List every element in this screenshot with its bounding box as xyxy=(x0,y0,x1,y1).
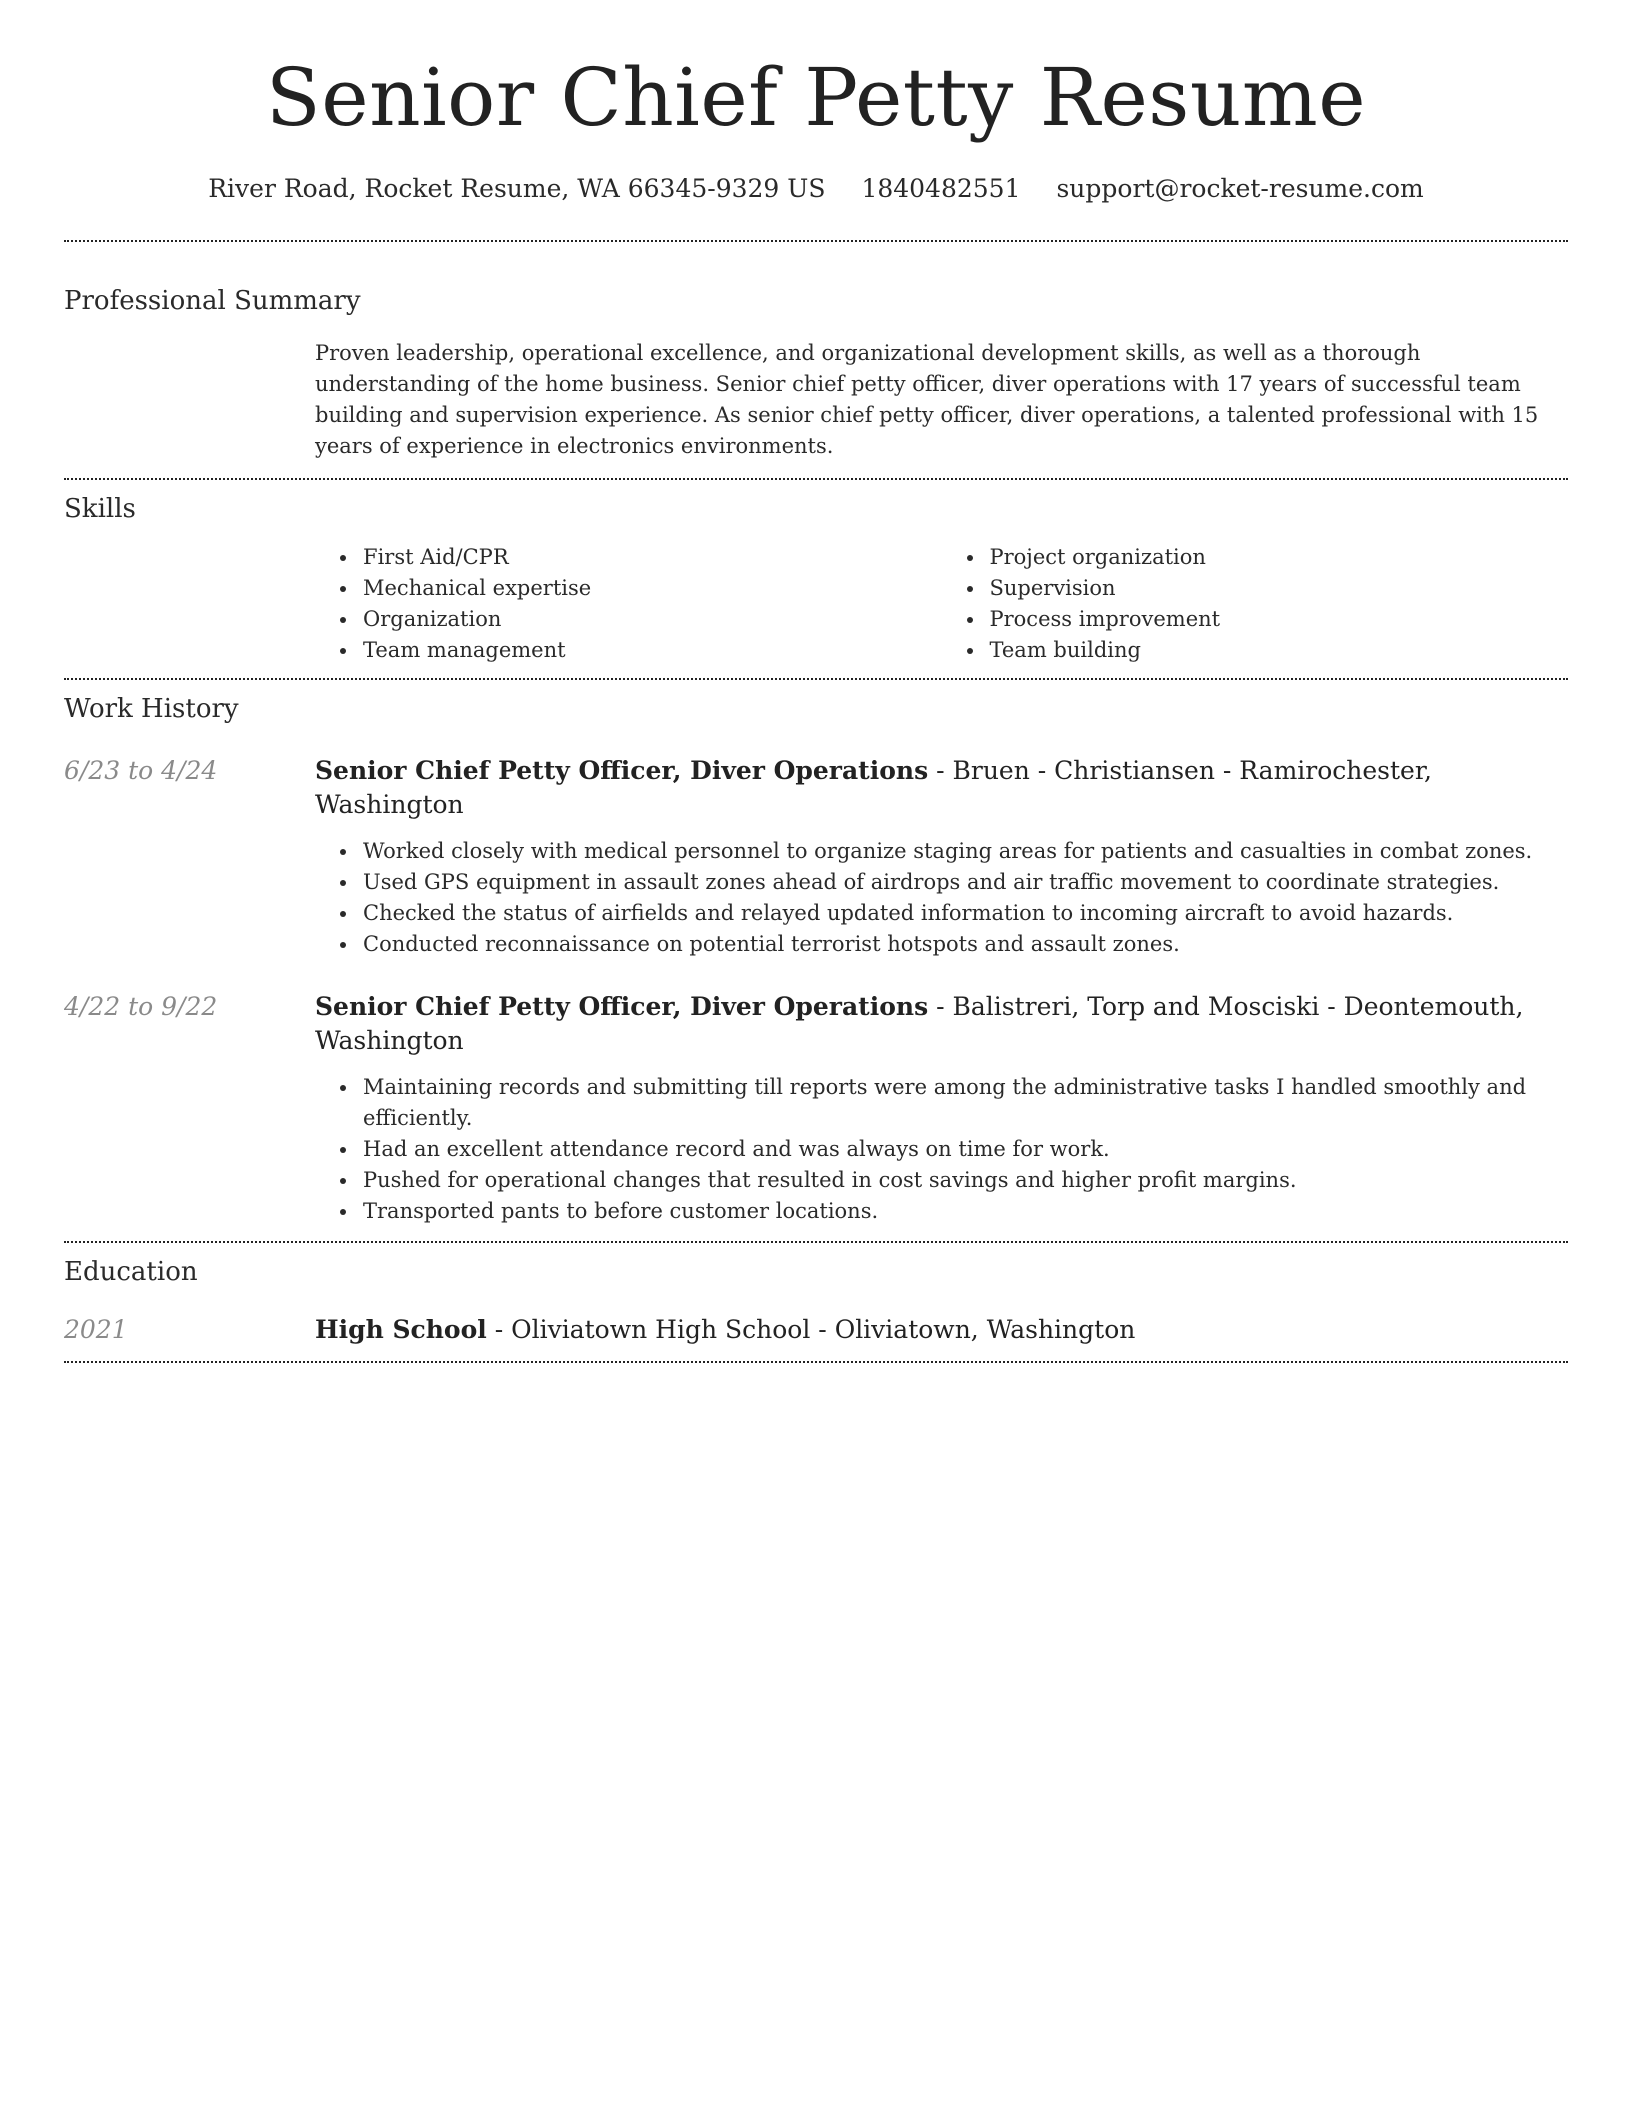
section-heading: Work History xyxy=(64,694,239,724)
skills-section xyxy=(64,480,1568,666)
resume-page xyxy=(64,0,1568,1363)
job-bullet: • Checked the status of airfields and relayed updated information to incoming aircraft to avoid hazards. xyxy=(359,898,1568,929)
job-body xyxy=(315,990,1568,1227)
job-body xyxy=(315,754,1568,960)
summary-text: Proven leadership, operational excellence, and organizational development skills, as well as a thorough understanding of the home business. Senior chief petty officer, diver operations with 17 years of successful team building and supervision experience. As senior chief petty officer, diver operations, a talented professional with 15 years of experience in electronics environments. xyxy=(315,341,1539,458)
skill-item: • Organization xyxy=(359,604,942,635)
job-entry xyxy=(64,754,1568,960)
skill-item: • Team management xyxy=(359,635,942,666)
job-bullets xyxy=(315,836,1568,960)
contact-email: support@rocket-resume.com xyxy=(1056,174,1424,203)
education-section xyxy=(64,1243,1568,1347)
section-heading: Skills xyxy=(64,494,136,524)
job-bullet: • Worked closely with medical personnel to organize staging areas for patients and casualties in combat zones. xyxy=(359,836,1568,867)
job-bullet: • Pushed for operational changes that resulted in cost savings and higher profit margins. xyxy=(359,1165,1568,1196)
skills-grid xyxy=(315,542,1568,666)
contact-address: River Road, Rocket Resume, WA 66345-9329 US xyxy=(208,174,826,203)
job-bullet: • Had an excellent attendance record and was always on time for work. xyxy=(359,1134,1568,1165)
job-dates: 4/22 to 9/22 xyxy=(64,992,218,1021)
skill-item: • Supervision xyxy=(986,573,1569,604)
skill-item: • Project organization xyxy=(986,542,1569,573)
job-role: Senior Chief Petty Officer, Diver Operations xyxy=(315,992,929,1021)
job-entry xyxy=(64,990,1568,1227)
education-school: - Oliviatown High School - Oliviatown, Washington xyxy=(486,1315,1136,1344)
job-bullet: • Transported pants to before customer locations. xyxy=(359,1196,1568,1227)
section-heading: Professional Summary xyxy=(64,286,361,316)
contact-phone: 1840482551 xyxy=(861,174,1021,203)
job-dates: 6/23 to 4/24 xyxy=(64,756,218,785)
skill-item: • Team building xyxy=(986,635,1569,666)
education-details xyxy=(315,1313,1135,1347)
divider xyxy=(64,1361,1568,1363)
skills-list-left xyxy=(315,542,942,666)
skill-item: • Process improvement xyxy=(986,604,1569,635)
job-company: - Bruen - Christiansen - Ramirochester, Washington xyxy=(315,756,1433,819)
job-role: Senior Chief Petty Officer, Diver Operations xyxy=(315,756,929,785)
education-year: 2021 xyxy=(64,1315,128,1344)
job-bullet: • Maintaining records and submitting till reports were among the administrative tasks I handled smoothly and efficiently. xyxy=(359,1072,1568,1134)
education-entry xyxy=(64,1313,1568,1347)
resume-title: Senior Chief Petty Resume xyxy=(265,51,1367,144)
skill-item: • Mechanical expertise xyxy=(359,573,942,604)
job-bullet: • Conducted reconnaissance on potential terrorist hotspots and assault zones. xyxy=(359,929,1568,960)
job-heading xyxy=(315,990,1568,1058)
job-bullets xyxy=(315,1072,1568,1227)
skills-list-right xyxy=(942,542,1569,666)
skill-item: • First Aid/CPR xyxy=(359,542,942,573)
professional-summary-section xyxy=(64,242,1568,462)
job-bullet: • Used GPS equipment in assault zones ahead of airdrops and air traffic movement to coordinate strategies. xyxy=(359,867,1568,898)
job-heading xyxy=(315,754,1568,822)
education-degree: High School xyxy=(315,1315,487,1344)
contact-line xyxy=(64,172,1568,206)
section-heading: Education xyxy=(64,1257,198,1287)
work-history-section xyxy=(64,680,1568,1241)
job-company: - Balistreri, Torp and Mosciski - Deontemouth, Washington xyxy=(315,992,1524,1055)
